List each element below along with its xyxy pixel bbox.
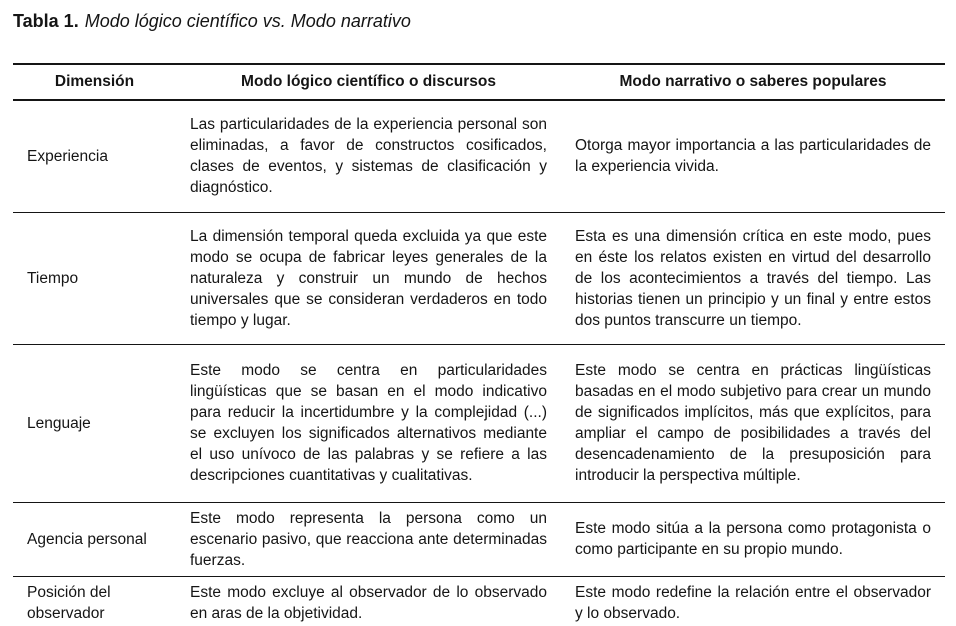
logical-mode-cell: La dimensión temporal queda excluida ya que este modo se ocupa de fabricar leyes generales de la naturaleza y construir un mundo de hechos universales que se consideran verdaderos en todo tiempo y lugar. xyxy=(190,227,547,329)
table-row-lenguaje xyxy=(13,344,945,502)
table-number-label: Tabla 1. xyxy=(13,11,79,31)
table-row-tiempo xyxy=(13,212,945,344)
comparison-table xyxy=(13,63,945,626)
table-row-experiencia xyxy=(13,100,945,212)
column-header-logical-mode: Modo lógico científico o discursos xyxy=(241,73,496,90)
logical-mode-cell: Este modo excluye al observador de lo observado en aras de la objetividad. xyxy=(190,583,547,622)
table-title xyxy=(13,10,945,32)
narrative-mode-cell: Esta es una dimensión crítica en este modo, pues en éste los relatos existen en virtud del desarrollo de los acontecimientos a través del tiempo. Las historias tienen un principio y un final y entre estos dos puntos transcurre un tiempo. xyxy=(575,227,931,329)
table-row-agencia-personal xyxy=(13,502,945,576)
dimension-cell: Experiencia xyxy=(27,147,108,165)
narrative-mode-cell: Este modo redefine la relación entre el observador y lo observado. xyxy=(575,583,931,622)
logical-mode-cell: Este modo se centra en particularidades lingüísticas que se basan en el modo indicativo para reducir la incertidumbre y la complejidad (...) se excluyen los significados alternativos mediante el uso unívoco de las palabras y se refiere a las descripciones cuantitativas y cualitativas. xyxy=(190,362,547,484)
narrative-mode-cell: Este modo sitúa a la persona como protagonista o como participante en su propio mundo. xyxy=(575,520,931,558)
dimension-cell: Lenguaje xyxy=(27,414,91,432)
dimension-cell: Tiempo xyxy=(27,269,79,287)
dimension-cell: Agencia personal xyxy=(27,530,147,548)
header-row xyxy=(13,64,945,100)
narrative-mode-cell: Este modo se centra en prácticas lingüísticas basadas en el modo subjetivo para crear un mundo de significados implícitos, más que explícitos, para ampliar el campo de posibilidades a través del desencadenamiento de la presuposición para introducir la perspectiva múltiple. xyxy=(575,362,931,484)
table-caption: Modo lógico científico vs. Modo narrativo xyxy=(84,11,411,31)
logical-mode-cell: Las particularidades de la experiencia personal son eliminadas, a favor de constructos cosificados, clases de eventos, y sistemas de clasificación y diagnóstico. xyxy=(190,116,547,197)
logical-mode-cell: Este modo representa la persona como un escenario pasivo, que reacciona ante determinadas fuerzas. xyxy=(190,509,547,569)
dimension-cell: Posición del observador xyxy=(27,583,111,622)
column-header-narrative-mode: Modo narrativo o saberes populares xyxy=(619,73,887,90)
column-header-dimension: Dimensión xyxy=(54,73,135,90)
table-row-posicion-del-observador xyxy=(13,576,945,626)
narrative-mode-cell: Otorga mayor importancia a las particularidades de la experiencia vivida. xyxy=(575,137,931,176)
